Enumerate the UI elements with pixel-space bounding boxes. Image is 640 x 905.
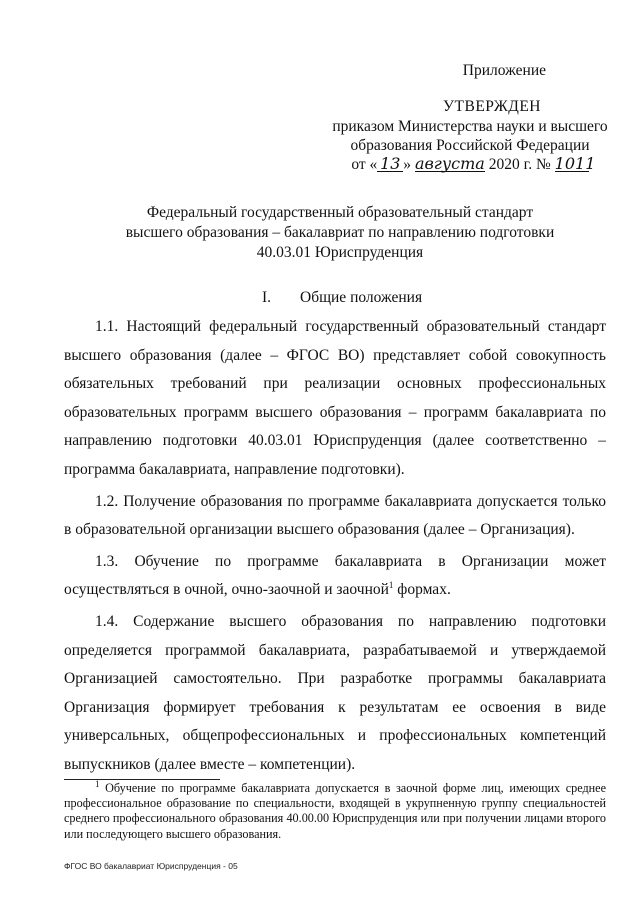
paragraph-1-3-end: формах. — [393, 581, 451, 599]
paragraph-1-3-text: 1.3. Обучение по программе бакалавриата в Организации может осуществляться в очной, очно-заочной и заочной — [64, 552, 606, 599]
date-month-handwritten: августа — [414, 154, 485, 173]
date-day-handwritten: 13 — [377, 157, 403, 172]
footnote — [64, 778, 606, 842]
date-separator: » — [403, 156, 412, 173]
footnote-divider — [64, 779, 220, 780]
order-date-line — [330, 155, 610, 174]
footnote-text: Обучение по программе бакалавриата допускается в заочной форме лиц, имеющих среднее профессиональное образование по специальности, входящей в укрупненную группу специальностей среднего профессионального образования 40.00.00 Юриспруденция или при получении лицами второго или последующего высшего образования. — [64, 781, 606, 841]
standard-title-line-3: 40.03.01 Юриспруденция — [256, 244, 424, 261]
order-line-1: приказом Министерства науки и высшего — [332, 118, 608, 135]
section-name: Общие положения — [300, 289, 423, 306]
order-number-handwritten: 1011 — [554, 154, 596, 173]
standard-title-line-2: высшего образования – бакалавриат по направлению подготовки — [125, 224, 555, 241]
body-text — [64, 313, 606, 783]
footnote-reference[interactable]: 1 — [388, 580, 394, 591]
section-number: I. — [262, 289, 272, 306]
page-footer: ФГОС ВО бакалавриат Юриспруденция - 05 — [64, 861, 238, 871]
paragraph-1-1: 1.1. Настоящий федеральный государственный образовательный стандарт высшего образования (далее – ФГОС ВО) представляет собой совокупность обязательных требований при реализации основных профессиональных образовательных программ высшего образования – программ бакалавриата по направлению подготовки 40.03.01 Юриспруденция (далее соответственно – программа бакалавриата, направление подготовки). — [64, 318, 606, 478]
date-year: 2020 г. № — [488, 156, 551, 173]
date-prefix: от « — [351, 156, 378, 173]
standard-title-line-1: Федеральный государственный образовательный стандарт — [146, 204, 534, 221]
paragraph-1-2: 1.2. Получение образования по программе бакалавриата допускается только в образовательной организации высшего образования (далее – Организация). — [64, 492, 606, 539]
standard-title — [80, 203, 600, 263]
paragraph-1-3 — [64, 548, 606, 605]
approved-label: УТВЕРЖДЕН — [443, 98, 541, 115]
approval-order-block — [330, 117, 610, 174]
paragraph-1-4: 1.4. Содержание высшего образования по направлению подготовки определяется программой бакалавриата, разрабатываемой и утверждаемой Организацией самостоятельно. При разработке программы бакалавриата Организация формирует требования к результатам ее освоения в виде универсальных, общепрофессиональных и профессиональных компетенций выпускников (далее вместе – компетенции). — [64, 612, 606, 773]
order-line-2: образования Российской Федерации — [350, 137, 590, 154]
footnote-marker: 1 — [95, 778, 100, 789]
appendix-label: Приложение — [462, 62, 546, 79]
